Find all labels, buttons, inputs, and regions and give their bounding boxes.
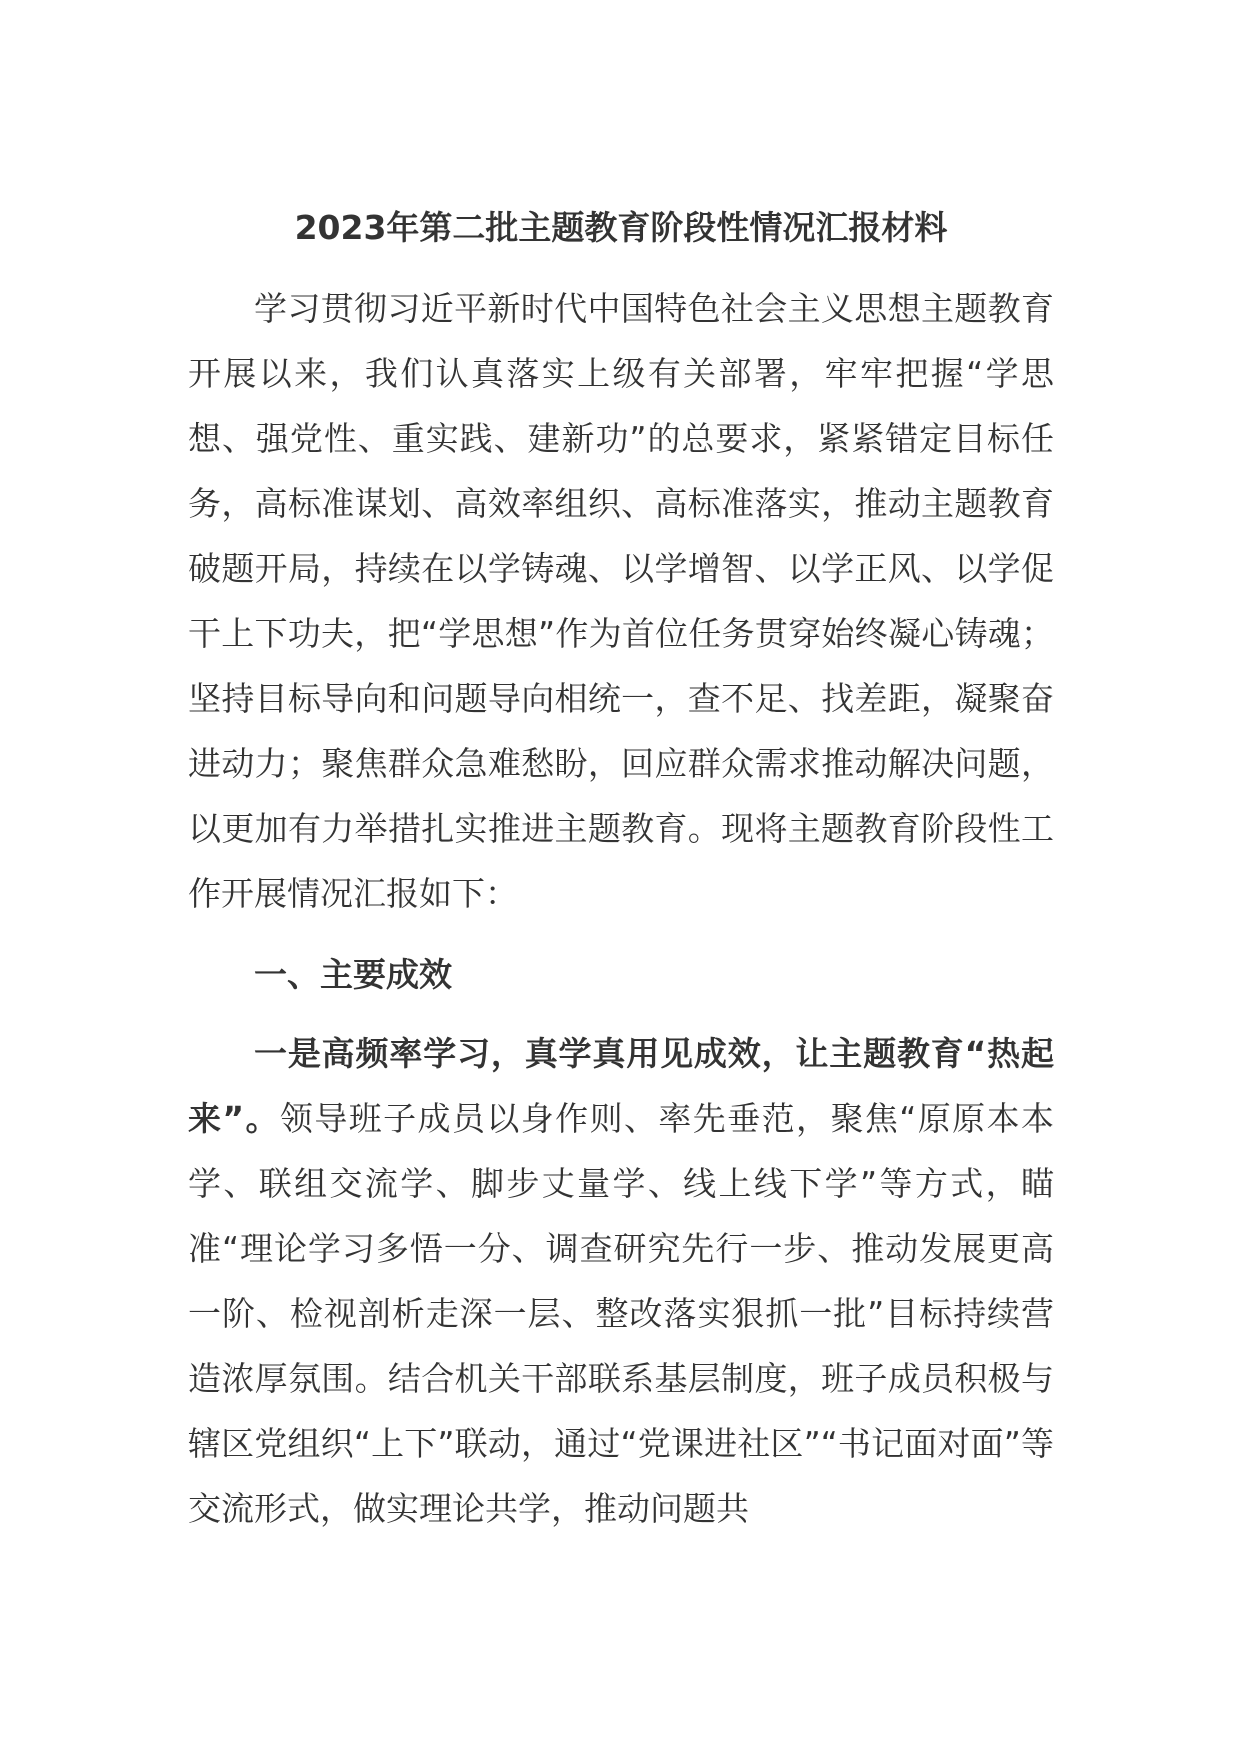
section-heading-main-results: 一、主要成效 [254,955,452,994]
document-body [188,200,1054,1541]
paragraph-body-text: 领导班子成员以身作则、率先垂范，聚焦“原原本本学、联组交流学、脚步丈量学、线上线下学”等方式，瞄准“理论学习多悟一分、调查研究先行一步、推动发展更高一阶、检视剖析走深一层、整改落实狠抓一批”目标持续营造浓厚氛围。结合机关干部联系基层制度，班子成员积极与辖区党组织“上下”联动，通过“党课进社区”“书记面对面”等交流形式，做实理论共学，推动问题共 [188,1099,1054,1528]
paragraph-lead-sentence: 一是高频率学习，真学真用见成效，让主题教育“热起来”。 [188,1034,1054,1138]
document-title: 2023年第二批主题教育阶段性情况汇报材料 [294,208,948,247]
section-paragraph-1 [188,1021,1054,1541]
intro-paragraph: 学习贯彻习近平新时代中国特色社会主义思想主题教育开展以来，我们认真落实上级有关部署，牢牢把握“学思想、强党性、重实践、建新功”的总要求，紧紧错定目标任务，高标准谋划、高效率组织、高标准落实，推动主题教育破题开局，持续在以学铸魂、以学增智、以学正风、以学促干上下功夫，把“学思想”作为首位任务贯穿始终凝心铸魂；坚持目标导向和问题导向相统一，查不足、找差距，凝聚奋进动力；聚焦群众急难愁盼，回应群众需求推动解决问题，以更加有力举措扎实推进主题教育。现将主题教育阶段性工作开展情况汇报如下： [188,289,1054,913]
